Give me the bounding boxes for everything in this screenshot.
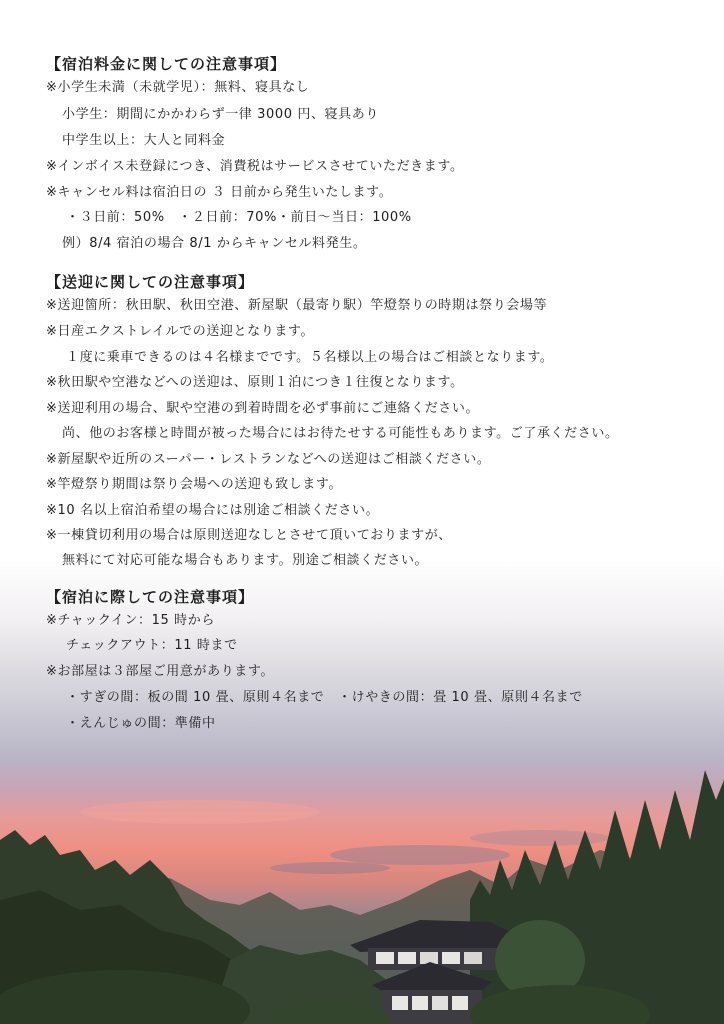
transport-line-3: １度に乗車できるのは４名様までです。５名様以上の場合はご相談となります。 bbox=[66, 350, 554, 365]
transport-line-6: 尚、他のお客様と時間が被った場合にはお待たせする可能性もあります。ご了承ください。 bbox=[62, 426, 619, 441]
pricing-line-2: 小学生：期間にかかわらず一律 3000 円、寝具あり bbox=[62, 107, 379, 122]
stay-line-3: ※お部屋は３部屋ご用意があります。 bbox=[46, 664, 275, 679]
section-title-transport: 【送迎に関しての注意事項】 bbox=[46, 273, 255, 291]
transport-line-8: ※竿燈祭り期間は祭り会場への送迎も致します。 bbox=[46, 477, 343, 492]
stay-line-4: ・すぎの間：板の間 10 畳、原則４名まで ・けやきの間：畳 10 畳、原則４名まで bbox=[66, 690, 583, 705]
transport-line-2: ※日産エクストレイルでの送迎となります。 bbox=[46, 324, 315, 339]
transport-line-5: ※送迎利用の場合、駅や空港の到着時間を必ず事前にご連絡ください。 bbox=[46, 401, 480, 416]
pricing-line-5: ※キャンセル料は宿泊日の ３ 日前から発生いたします。 bbox=[46, 185, 393, 200]
transport-line-9: ※10 名以上宿泊希望の場合には別途ご相談ください。 bbox=[46, 503, 380, 518]
pricing-line-3: 中学生以上：大人と同料金 bbox=[62, 133, 226, 148]
pricing-line-1: ※小学生未満（未就学児）：無料、寝具なし bbox=[46, 80, 310, 95]
section-title-pricing: 【宿泊料金に関しての注意事項】 bbox=[46, 55, 287, 73]
transport-line-10: ※一棟貸切利用の場合は原則送迎なしとさせて頂いておりますが、 bbox=[46, 528, 452, 543]
section-title-stay: 【宿泊に際しての注意事項】 bbox=[46, 588, 255, 606]
pricing-line-6: ・３日前：50% ・２日前：70%・前日～当日：100% bbox=[66, 210, 412, 225]
transport-line-1: ※送迎箇所：秋田駅、秋田空港、新屋駅（最寄り駅）竿燈祭りの時期は祭り会場等 bbox=[46, 298, 548, 313]
pricing-line-7: 例）8/4 宿泊の場合 8/1 からキャンセル料発生。 bbox=[62, 236, 367, 251]
stay-line-5: ・えんじゅの間：準備中 bbox=[66, 716, 216, 731]
stay-line-2: チェックアウト：11 時まで bbox=[66, 638, 238, 653]
transport-line-11: 無料にて対応可能な場合もあります。別途ご相談ください。 bbox=[62, 553, 429, 568]
pricing-line-4: ※インボイス未登録につき、消費税はサービスさせていただきます。 bbox=[46, 159, 464, 174]
transport-line-7: ※新屋駅や近所のスーパー・レストランなどへの送迎はご相談ください。 bbox=[46, 452, 491, 467]
transport-line-4: ※秋田駅や空港などへの送迎は、原則１泊につき１往復となります。 bbox=[46, 375, 464, 390]
stay-line-1: ※チャックイン：15 時から bbox=[46, 613, 215, 628]
